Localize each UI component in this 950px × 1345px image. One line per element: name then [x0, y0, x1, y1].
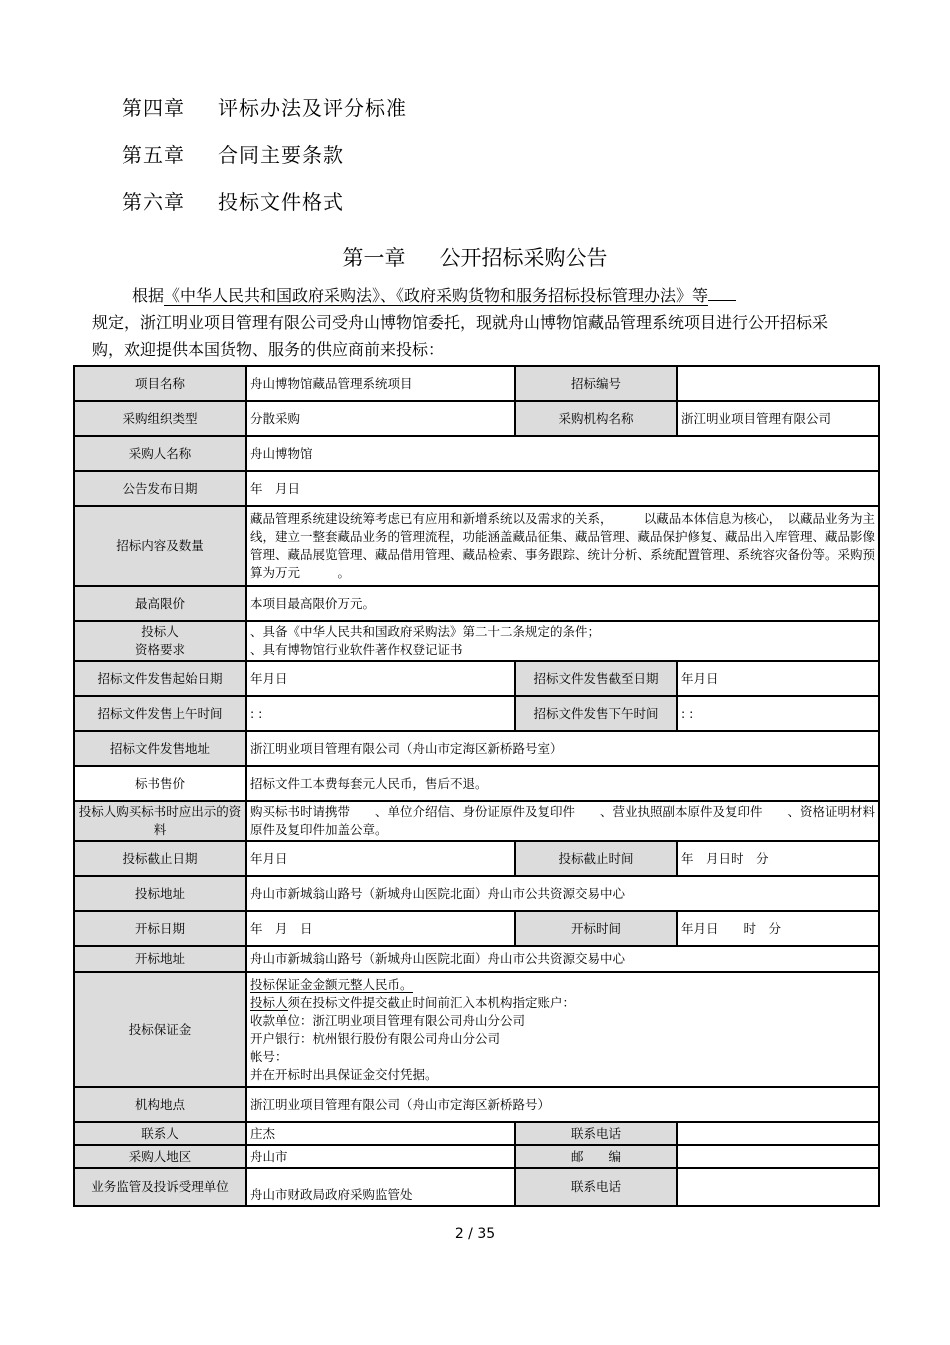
table-row — [74, 1145, 879, 1168]
supervisor-phone-label: 联系电话 — [515, 1168, 677, 1206]
sale-am-value: : : — [246, 696, 515, 731]
qualification-item-2: 、具有博物馆行业软件著作权登记证书 — [250, 642, 463, 657]
table-row — [74, 801, 879, 841]
required-docs-value: 购买标书时请携带 、单位介绍信、身份证原件及复印件 、营业执照副本原件及复印件 、资格证明材料原件及复印件加盖公章。 — [246, 801, 879, 841]
qualification-label-line1: 投标人 — [141, 624, 179, 639]
open-address-value: 舟山市新城翁山路号（新城舟山医院北面）舟山市公共资源交易中心 — [246, 946, 879, 972]
org-type-value: 分散采购 — [246, 401, 515, 436]
region-label: 采购人地区 — [74, 1145, 246, 1168]
qualification-value — [246, 621, 879, 661]
chapter-number: 第一章 — [342, 246, 406, 270]
open-address-label: 开标地址 — [74, 946, 246, 972]
toc-chapter-number: 第四章 — [122, 96, 185, 120]
table-row — [74, 876, 879, 911]
contact-label: 联系人 — [74, 1122, 246, 1145]
toc-item-chapter-5 — [122, 139, 344, 168]
bid-number-label: 招标编号 — [515, 366, 677, 401]
deposit-amount: 投标保证金金额元整人民币。 — [250, 976, 413, 992]
table-row — [74, 436, 879, 471]
intro-lead: 根据 — [132, 286, 165, 305]
supervisor-label: 业务监管及投诉受理单位 — [74, 1168, 246, 1206]
deposit-instruction: 须在投标文件提交截止时间前汇入本机构指定账户： — [287, 994, 576, 1010]
supervisor-value: 舟山市财政局政府采购监管处 — [246, 1168, 515, 1206]
deadline-time-value: 年 月日时 分 — [677, 841, 879, 876]
table-row — [74, 1122, 879, 1145]
location-value: 浙江明业项目管理有限公司（舟山市定海区新桥路号） — [246, 1087, 879, 1122]
sale-start-label: 招标文件发售起始日期 — [74, 661, 246, 696]
sale-am-label: 招标文件发售上午时间 — [74, 696, 246, 731]
bid-address-label: 投标地址 — [74, 876, 246, 911]
project-name-label: 项目名称 — [74, 366, 246, 401]
deposit-bidder: 投标人 — [250, 994, 288, 1010]
region-value: 舟山市 — [246, 1145, 515, 1168]
toc-chapter-title: 合同主要条款 — [218, 143, 344, 167]
publish-date-label: 公告发布日期 — [74, 471, 246, 506]
page-number: 2 / 35 — [454, 1226, 496, 1242]
sale-end-value: 年月日 — [677, 661, 879, 696]
agency-value: 浙江明业项目管理有限公司 — [677, 401, 879, 436]
max-price-value: 本项目最高限价万元。 — [246, 586, 879, 621]
postcode-value — [677, 1145, 879, 1168]
table-row — [74, 586, 879, 621]
sale-pm-label: 招标文件发售下午时间 — [515, 696, 677, 731]
bid-address-value: 舟山市新城翁山路号（新城舟山医院北面）舟山市公共资源交易中心 — [246, 876, 879, 911]
deadline-date-label: 投标截止日期 — [74, 841, 246, 876]
qualification-label-line2: 资格要求 — [134, 642, 185, 657]
table-row — [74, 972, 879, 1087]
table-row — [74, 731, 879, 766]
purchaser-value: 舟山博物馆 — [246, 436, 879, 471]
table-row — [74, 471, 879, 506]
location-label: 机构地点 — [74, 1087, 246, 1122]
deposit-label: 投标保证金 — [74, 972, 246, 1087]
intro-body: 规定，浙江明业项目管理有限公司受舟山博物馆委托，现就舟山博物馆藏品管理系统项目进行公开招标采购，欢迎提供本国货物、服务的供应商前来投标： — [92, 313, 829, 359]
table-row — [74, 766, 879, 801]
postcode-label: 邮 编 — [515, 1145, 677, 1168]
contact-value: 庄杰 — [246, 1122, 515, 1145]
content-label: 招标内容及数量 — [74, 506, 246, 586]
open-date-value: 年 月 日 — [246, 911, 515, 946]
table-row — [74, 401, 879, 436]
table-row — [74, 366, 879, 401]
chapter-title-text: 公开招标采购公告 — [439, 246, 608, 270]
table-row — [74, 696, 879, 731]
deposit-note: 并在开标时出具保证金交付凭据。 — [250, 1066, 438, 1082]
toc-item-chapter-6 — [122, 186, 344, 215]
publish-date-value: 年 月日 — [246, 471, 879, 506]
org-type-label: 采购组织类型 — [74, 401, 246, 436]
open-time-value: 年月日 时 分 — [677, 911, 879, 946]
project-name-value: 舟山博物馆藏品管理系统项目 — [246, 366, 515, 401]
required-docs-label: 投标人购买标书时应出示的资料 — [74, 801, 246, 841]
deadline-date-value: 年月日 — [246, 841, 515, 876]
sale-pm-value: : : — [677, 696, 879, 731]
deposit-payee: 收款单位：浙江明业项目管理有限公司舟山分公司 — [250, 1012, 526, 1028]
table-row — [74, 621, 879, 661]
table-row — [74, 1087, 879, 1122]
agency-label: 采购机构名称 — [515, 401, 677, 436]
deadline-time-label: 投标截止时间 — [515, 841, 677, 876]
price-label: 标书售价 — [74, 766, 246, 801]
notice-table — [73, 365, 880, 1207]
table-row — [74, 911, 879, 946]
toc-chapter-title: 评标办法及评分标准 — [218, 96, 407, 120]
purchaser-label: 采购人名称 — [74, 436, 246, 471]
supervisor-phone-value — [677, 1168, 879, 1206]
table-row — [74, 506, 879, 586]
qualification-label — [74, 621, 246, 661]
deposit-bank: 开户银行：杭州银行股份有限公司舟山分公司 — [250, 1030, 501, 1046]
toc-item-chapter-4 — [122, 92, 407, 121]
deposit-account: 帐号： — [250, 1048, 288, 1064]
toc-chapter-title: 投标文件格式 — [218, 190, 344, 214]
table-row — [74, 1168, 879, 1206]
sale-address-value: 浙江明业项目管理有限公司（舟山市定海区新桥路号室） — [246, 731, 879, 766]
bid-number-value — [677, 366, 879, 401]
max-price-label: 最高限价 — [74, 586, 246, 621]
open-time-label: 开标时间 — [515, 911, 677, 946]
phone-value — [677, 1122, 879, 1145]
table-row — [74, 661, 879, 696]
sale-start-value: 年月日 — [246, 661, 515, 696]
toc-chapter-number: 第六章 — [122, 190, 185, 214]
toc-chapter-number: 第五章 — [122, 143, 185, 167]
table-row — [74, 841, 879, 876]
intro-paragraph — [92, 282, 832, 363]
intro-law-reference: 《中华人民共和国政府采购法》、《政府采购货物和服务招标投标管理办法》等 — [164, 286, 709, 305]
content-value: 藏品管理系统建设统筹考虑已有应用和新增系统以及需求的关系， 以藏品本体信息为核心， 以藏品业务为主线，建立一整套藏品业务的管理流程，功能涵盖藏品征集、藏品管理、藏品保护修复、藏品出入库管理、藏品影像管理、藏品展览管理、藏品借用管理、藏品检索、事务跟踪、统计分析、系统配置管理、系统容灾备份等。采购预算为万元 。 — [246, 506, 879, 586]
table-row — [74, 946, 879, 972]
deposit-value — [246, 972, 879, 1087]
sale-address-label: 招标文件发售地址 — [74, 731, 246, 766]
price-value: 招标文件工本费每套元人民币，售后不退。 — [246, 766, 879, 801]
sale-end-label: 招标文件发售截至日期 — [515, 661, 677, 696]
open-date-label: 开标日期 — [74, 911, 246, 946]
qualification-item-1: 、具备《中华人民共和国政府采购法》第二十二条规定的条件； — [250, 624, 601, 639]
phone-label: 联系电话 — [515, 1122, 677, 1145]
chapter-heading — [0, 242, 950, 272]
